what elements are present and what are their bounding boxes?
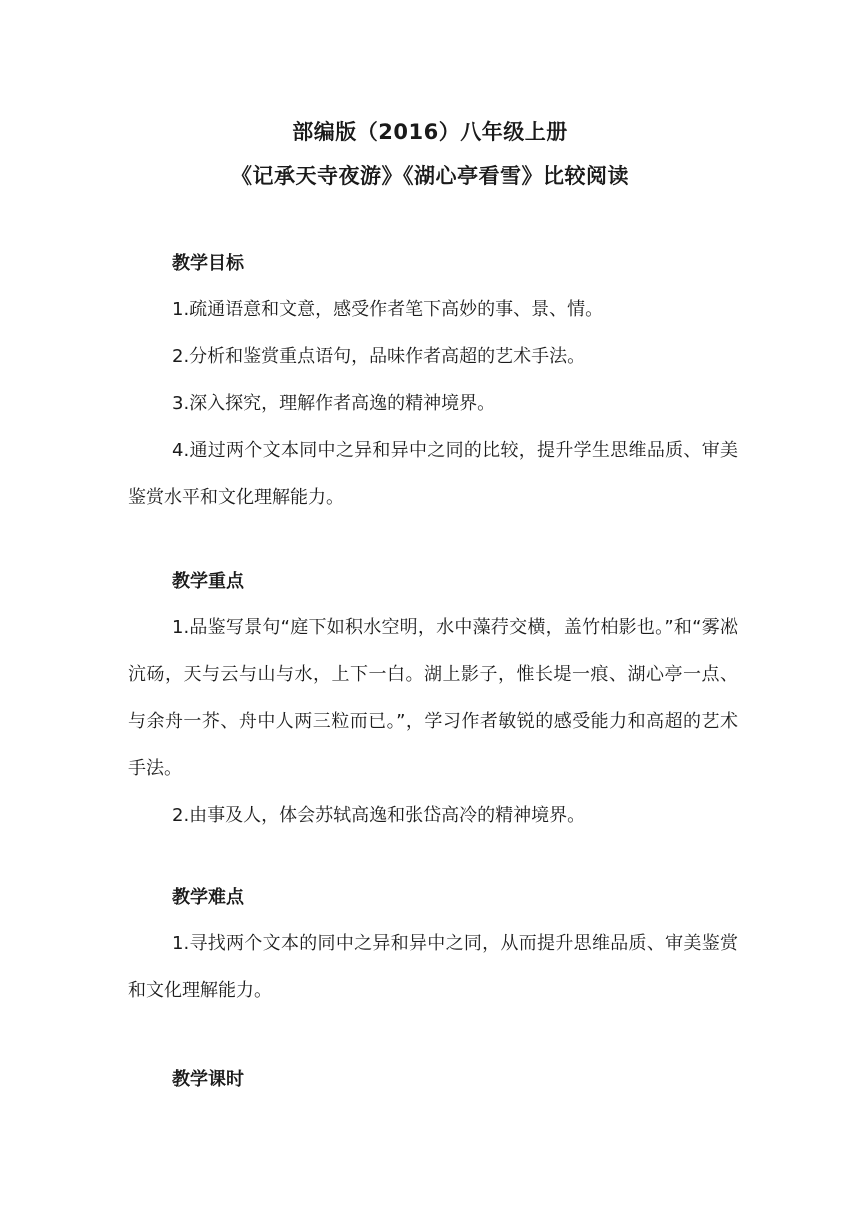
paragraph: 2.分析和鉴赏重点语句，品味作者高超的艺术手法。 <box>172 346 586 367</box>
paragraph: 3.深入探究，理解作者高逸的精神境界。 <box>172 393 496 414</box>
section-heading: 教学目标 <box>172 253 244 274</box>
section-teaching-difficulty <box>128 884 738 1014</box>
section-teaching-focus <box>128 568 738 839</box>
paragraph: 1.疏通语意和文意，感受作者笔下高妙的事、景、情。 <box>172 299 604 320</box>
section-teaching-goals <box>128 250 738 521</box>
paragraph: 2.由事及人，体会苏轼高逸和张岱高冷的精神境界。 <box>172 805 586 826</box>
title-line-2: 《记承天寺夜游》《湖心亭看雪》比较阅读 <box>231 164 629 188</box>
section-heading: 教学课时 <box>172 1069 244 1090</box>
section-heading: 教学难点 <box>172 887 244 908</box>
title-line-1: 部编版（2016）八年级上册 <box>292 120 568 144</box>
section-teaching-hours <box>128 1066 738 1094</box>
document-title <box>0 110 860 198</box>
paragraph: 4.通过两个文本同中之异和异中之同的比较，提升学生思维品质、审美鉴赏水平和文化理解能力。 <box>128 440 738 508</box>
paragraph: 1.寻找两个文本的同中之异和异中之同，从而提升思维品质、审美鉴赏和文化理解能力。 <box>128 933 738 1001</box>
paragraph: 1.品鉴写景句“庭下如积水空明，水中藻荇交横，盖竹柏影也。”和“雾凇沆砀，天与云与山与水，上下一白。湖上影子，惟长堤一痕、湖心亭一点、与余舟一芥、舟中人两三粒而已。”，学习作者敏锐的感受能力和高超的艺术手法。 <box>128 617 738 779</box>
section-heading: 教学重点 <box>172 571 244 592</box>
